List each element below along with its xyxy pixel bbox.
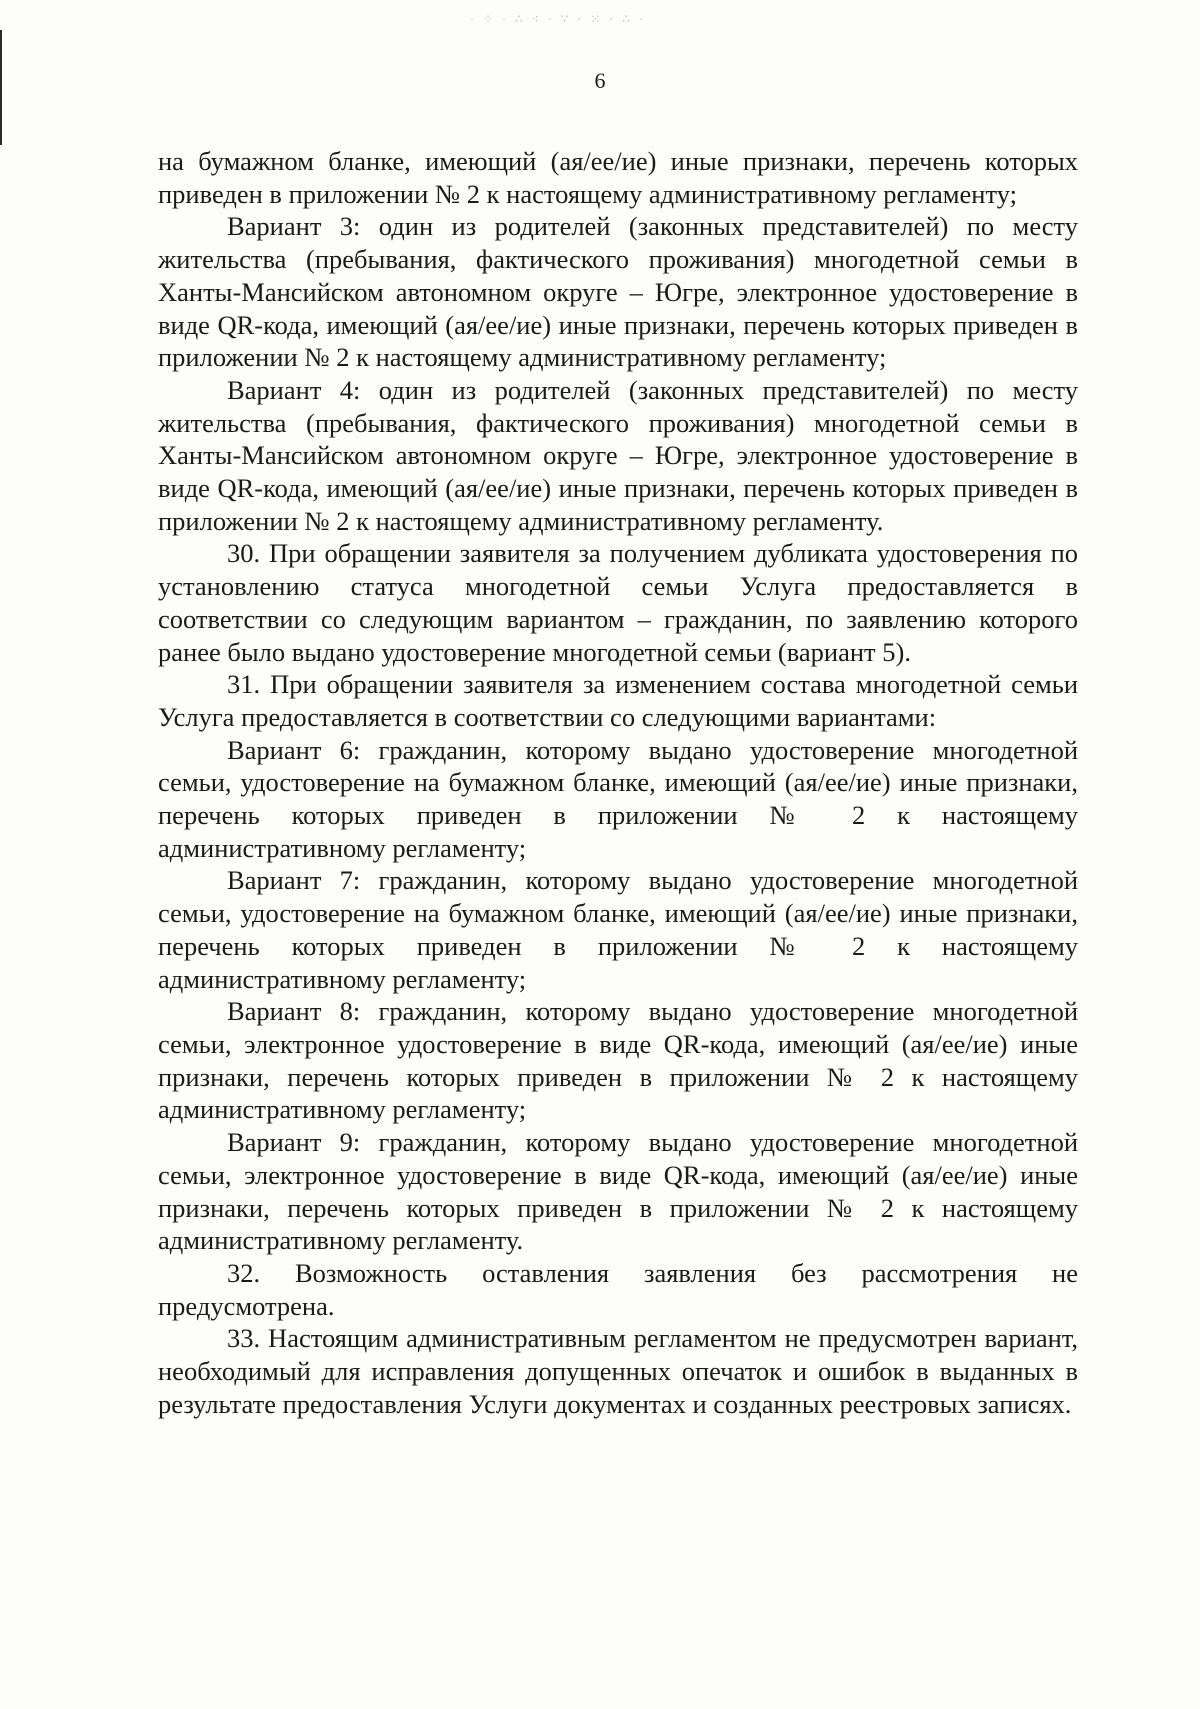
paragraph-item-32: 32. Возможность оставления заявления без рассмотрения не предусмотрена. (158, 1257, 1078, 1321)
paragraph-variant-4: Вариант 4: один из родителей (законных представителей) по месту жительства (пребывания, фактического проживания) многодетной семьи в Ханты-Мансийском автономном округе – Югре, электронное удостоверение в виде QR-кода, имеющий (ая/ее/ие) иные признаки, перечень которых приведен в приложении № 2 к настоящему административному регламенту. (158, 374, 1078, 536)
paragraph-item-33: 33. Настоящим административным регламентом не предусмотрен вариант, необходимый для исправления допущенных опечаток и ошибок в выданных в результате предоставления Услуги документах и созданных реестровых записях. (158, 1323, 1078, 1419)
scan-noise: · ⁘ · ∴ ⁖ · ∵ · ⁙ · ∴ · (470, 12, 647, 26)
paragraph-variant-7: Вариант 7: гражданин, которому выдано удостоверение многодетной семьи, удостоверение на бумажном бланке, имеющий (ая/ее/ие) иные признаки, перечень которых приведен в приложении № 2 к настоящему административному регламенту; (158, 865, 1078, 994)
paragraph-item-31: 31. При обращении заявителя за изменением состава многодетной семьи Услуга предоставляется в соответствии со следующими вариантами: (158, 669, 1078, 732)
paragraph-variant-6: Вариант 6: гражданин, которому выдано удостоверение многодетной семьи, удостоверение на бумажном бланке, имеющий (ая/ее/ие) иные признаки, перечень которых приведен в приложении № 2 к настоящему административному регламенту; (158, 734, 1078, 863)
paragraph-variant-8: Вариант 8: гражданин, которому выдано удостоверение многодетной семьи, электронное удостоверение в виде QR-кода, имеющий (ая/ее/ие) иные признаки, перечень которых приведен в приложении № 2 к настоящему административному регламенту; (158, 996, 1078, 1125)
paragraph-item-30: 30. При обращении заявителя за получением дубликата удостоверения по установлению статуса многодетной семьи Услуга предоставляется в соответствии со следующим вариантом – гражданин, по заявлению которого ранее было выдано удостоверение многодетной семьи (вариант 5). (158, 538, 1078, 667)
paragraph-variant-3: Вариант 3: один из родителей (законных представителей) по месту жительства (пребывания, фактического проживания) многодетной семьи в Ханты-Мансийском автономном округе – Югре, электронное удостоверение в виде QR-кода, имеющий (ая/ее/ие) иные признаки, перечень которых приведен в приложении № 2 к настоящему административному регламенту; (158, 211, 1078, 373)
paragraph-variant-9: Вариант 9: гражданин, которому выдано удостоверение многодетной семьи, электронное удостоверение в виде QR-кода, имеющий (ая/ее/ие) иные признаки, перечень которых приведен в приложении № 2 к настоящему административному регламенту. (158, 1127, 1078, 1256)
document-body (158, 145, 1078, 1420)
page-number: 6 (594, 68, 606, 93)
paragraph-continuation: на бумажном бланке, имеющий (ая/ее/ие) иные признаки, перечень которых приведен в приложении № 2 к настоящему административному регламенту; (158, 146, 1078, 209)
